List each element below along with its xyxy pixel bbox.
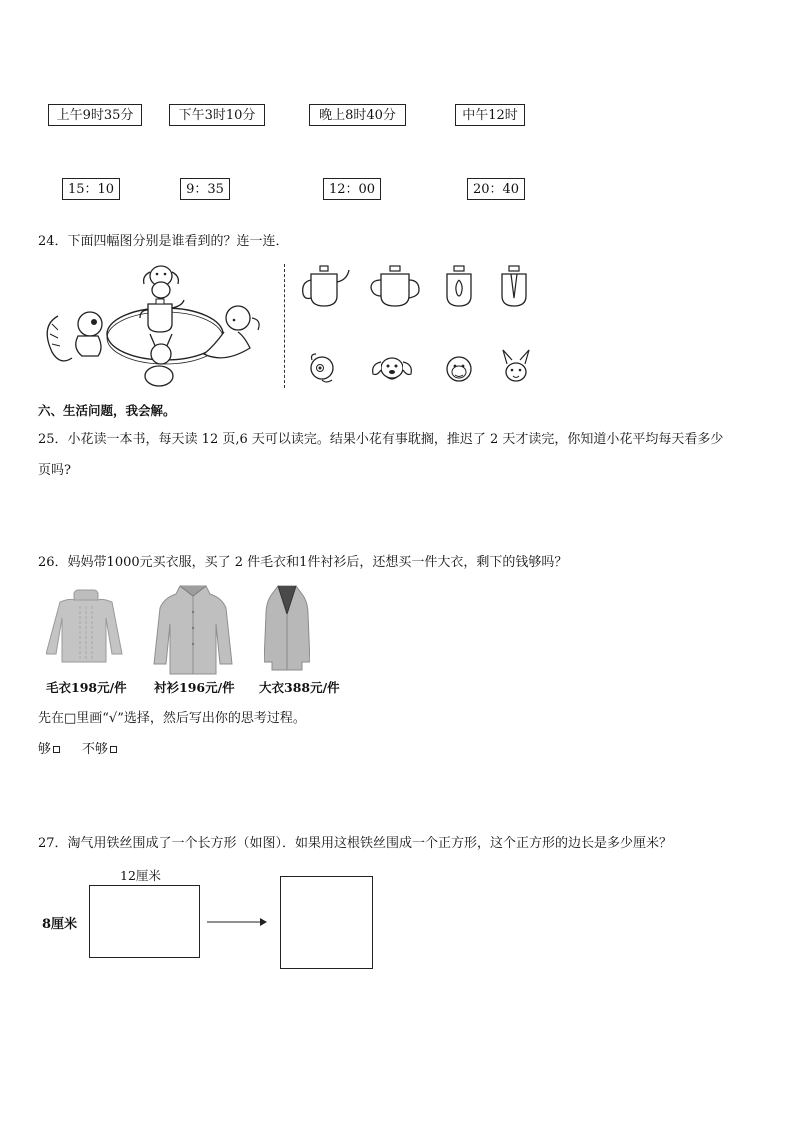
- teapot-view-handle-icon: [442, 264, 476, 312]
- digital-time-box: 12：00: [323, 178, 381, 200]
- checkbox-enough[interactable]: [53, 746, 60, 753]
- sweater-icon: [46, 588, 126, 666]
- time-word-box: 下午3时10分: [169, 104, 265, 126]
- option-enough-label: 够: [38, 742, 52, 757]
- teapot-view-front-icon: [368, 264, 422, 312]
- rectangle-shape: [89, 885, 200, 958]
- teapot-view-spout-icon: [497, 264, 531, 312]
- squirrel-icon: [47, 312, 102, 361]
- table-scene-illustration: [38, 262, 270, 390]
- dashed-divider: [284, 264, 285, 388]
- teapot-view-side-icon: [299, 264, 351, 312]
- coat-icon: [264, 584, 310, 672]
- monkey-face-icon: [442, 350, 476, 388]
- rectangle-height-label: 8厘米: [42, 917, 78, 932]
- square-shape: [280, 876, 373, 969]
- dog-face-icon: [370, 350, 414, 388]
- shirt-icon: [152, 582, 234, 676]
- option-enough[interactable]: [38, 738, 60, 757]
- coat-price-label: 大衣388元/件: [259, 680, 340, 695]
- sweater-price-label: 毛衣198元/件: [46, 680, 127, 695]
- question-27: 27．淘气用铁丝围成了一个长方形（如图）．如果用这根铁丝围成一个正方形，这个正方形的边长是多少厘米？: [38, 836, 673, 851]
- arrow-right-icon: [207, 916, 269, 928]
- section-title: 六、生活问题，我会解。: [38, 403, 176, 418]
- option-not-enough[interactable]: [82, 738, 117, 757]
- shirt-price-label: 衬衫196元/件: [154, 680, 235, 695]
- digital-time-box: 9：35: [180, 178, 230, 200]
- rabbit-face-icon: [499, 348, 533, 388]
- question-25-line-1: 25．小花读一本书，每天读 12 页,6 天可以读完。结果小花有事耽搁，推迟了 2 天才读完，你知道小花平均每天看多少: [38, 432, 724, 447]
- time-word-box: 晚上8时40分: [309, 104, 406, 126]
- digital-time-box: 15：10: [62, 178, 120, 200]
- question-26: 26．妈妈带1000元买衣服，买了 2 件毛衣和1件衬衫后，还想买一件大衣，剩下的钱够吗？: [38, 555, 568, 570]
- question-24: 24．下面四幅图分别是谁看到的？连一连．: [38, 234, 289, 249]
- option-not-enough-label: 不够: [82, 742, 109, 757]
- rectangle-width-label: 12厘米: [120, 868, 161, 883]
- checkbox-not-enough[interactable]: [110, 746, 117, 753]
- question-26-instruction: 先在□里画“√”选择，然后写出你的思考过程。: [38, 711, 306, 726]
- time-word-box: 上午9时35分: [48, 104, 142, 126]
- time-word-box: 中午12时: [455, 104, 525, 126]
- question-25-line-2: 页吗?: [38, 463, 71, 478]
- digital-time-box: 20：40: [467, 178, 525, 200]
- squirrel-face-icon: [306, 350, 338, 386]
- dog-icon: [144, 266, 179, 298]
